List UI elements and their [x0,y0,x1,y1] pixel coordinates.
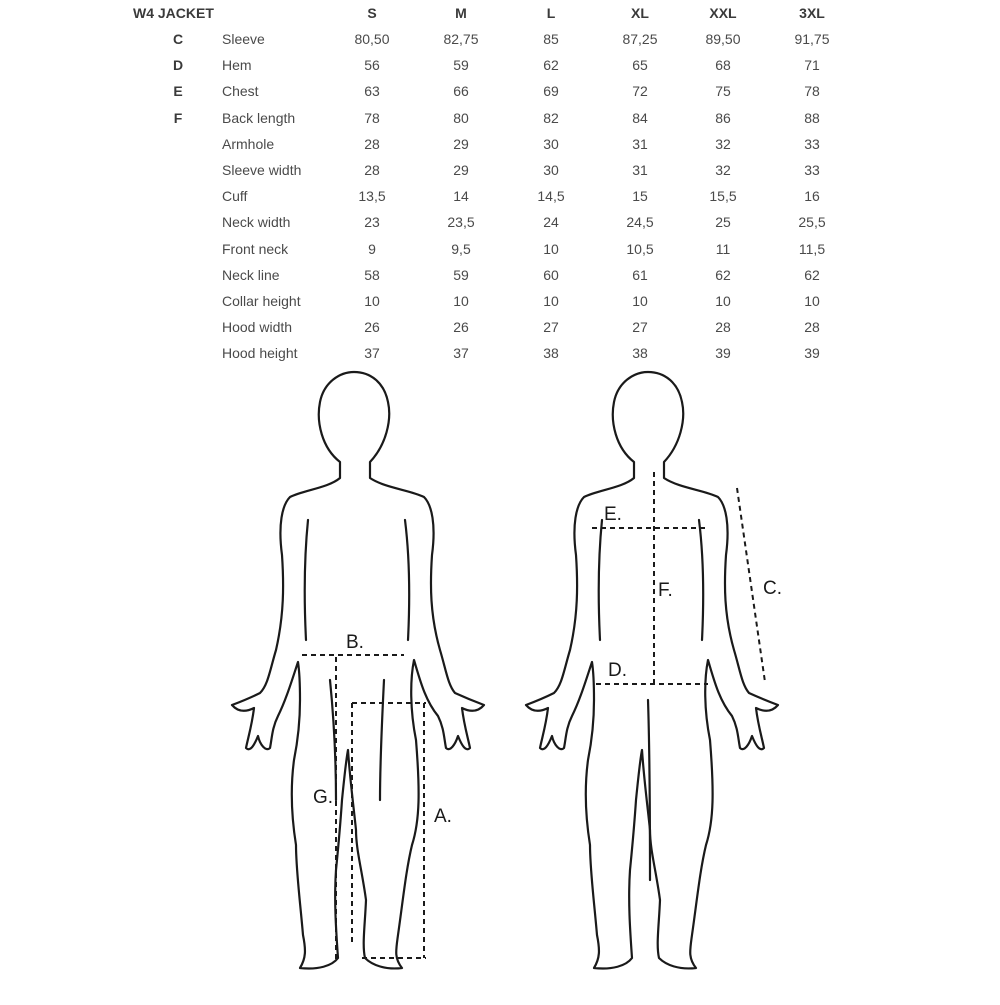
table-cell: 72 [632,83,648,99]
table-cell: 65 [632,57,648,73]
table-cell: 13,5 [358,188,386,204]
product-title: W4 JACKET [133,5,214,21]
row-label: Cuff [222,188,248,204]
label-g: G. [313,787,334,808]
back-figure [526,372,782,969]
table-cell: 23 [364,214,380,230]
table-cell: 38 [543,345,559,361]
table-cell: 59 [453,267,469,283]
table-cell: 26 [453,319,469,335]
table-cell: 27 [543,319,559,335]
row-label: Collar height [222,293,301,309]
table-cell: 39 [715,345,731,361]
table-cell: 82 [543,110,559,126]
table-cell: 84 [632,110,648,126]
table-cell: 31 [632,136,648,152]
table-cell: 56 [364,57,380,73]
table-cell: 24 [543,214,559,230]
table-cell: 87,25 [622,31,658,47]
table-cell: 80,50 [354,31,390,47]
label-d: D. [608,660,627,681]
table-cell: 10 [804,293,820,309]
front-figure [232,372,484,969]
table-cell: 68 [715,57,731,73]
table-cell: 15 [632,188,648,204]
table-cell: 28 [364,162,380,178]
table-cell: 28 [804,319,820,335]
table-cell: 14 [453,188,469,204]
row-code: E [173,83,183,99]
table-cell: 85 [543,31,559,47]
label-f: F. [658,580,673,601]
table-cell: 62 [715,267,731,283]
table-cell: 11,5 [798,241,826,257]
table-cell: 89,50 [705,31,741,47]
table-cell: 9 [368,241,376,257]
table-cell: 28 [715,319,731,335]
label-e: E. [604,504,622,525]
table-cell: 24,5 [626,214,654,230]
row-code: C [172,31,184,47]
label-a: A. [434,806,452,827]
table-cell: 82,75 [443,31,479,47]
table-cell: 11 [715,241,731,257]
table-cell: 10 [543,241,559,257]
body-figures [0,365,1000,1000]
row-label: Hem [222,57,252,73]
table-cell: 69 [543,83,559,99]
table-cell: 10 [715,293,731,309]
row-label: Sleeve width [222,162,302,178]
table-cell: 37 [453,345,469,361]
measurement-diagram [0,365,1000,1000]
row-label: Front neck [222,241,289,257]
row-label: Sleeve [222,31,265,47]
table-cell: 25,5 [798,214,826,230]
row-label: Hood height [222,345,298,361]
table-cell: 66 [453,83,469,99]
row-label: Chest [222,83,259,99]
table-cell: 63 [364,83,380,99]
table-cell: 78 [804,83,820,99]
table-cell: 10 [364,293,380,309]
row-code: D [172,57,184,73]
table-cell: 28 [364,136,380,152]
table-cell: 23,5 [447,214,475,230]
table-cell: 31 [632,162,648,178]
table-cell: 86 [715,110,731,126]
measure-line-c [737,488,765,682]
table-cell: 9,5 [451,241,471,257]
table-cell: 75 [715,83,731,99]
table-cell: 16 [804,188,820,204]
table-cell: 71 [804,57,820,73]
table-cell: 62 [543,57,559,73]
table-cell: 61 [632,267,648,283]
table-cell: 62 [804,267,820,283]
size-table: W4 JACKET S M L XL XXL 3XL C Sleeve 80,50 82,75 85 87,25 89,50 91,75 D Hem 56 59 62 65 68 71 E Chest 63 66 69 72 75 78 F Back length 78 80 82 84 86 88 Armhole 28 29 30 31 32 33 Sleeve width 28 29 30 31 32 33 Cuff 13,5 14 14,5 15 15,5 16 Neck width 23 23,5 24 24,5 25 25,5 Front neck 9 9,5 10 10,5 11 11,5 Neck line 58 59 60 61 62 62 Collar height 10 10 10 10 10 10 Hood width 26 26 27 27 28 28 Hood height 37 37 38 38 39 39 [0,0,1000,370]
table-cell: 33 [804,136,820,152]
table-cell: 29 [453,136,469,152]
row-label: Back length [222,110,296,126]
table-cell: 30 [543,162,559,178]
table-cell: 29 [453,162,469,178]
label-b: B. [346,632,364,653]
table-cell: 80 [453,110,469,126]
row-label: Neck line [222,267,280,283]
table-cell: 32 [715,162,731,178]
table-cell: 25 [715,214,731,230]
table-cell: 10 [453,293,469,309]
table-cell: 32 [715,136,731,152]
row-label: Armhole [222,136,275,152]
table-cell: 26 [364,319,380,335]
table-cell: 14,5 [537,188,565,204]
label-c: C. [763,578,782,599]
row-label: Neck width [222,214,291,230]
row-label: Hood width [222,319,293,335]
table-cell: 38 [632,345,648,361]
table-cell: 10 [632,293,648,309]
table-cell: 59 [453,57,469,73]
table-cell: 33 [804,162,820,178]
table-cell: 10,5 [626,241,654,257]
table-cell: 39 [804,345,820,361]
table-cell: 78 [364,110,380,126]
table-cell: 60 [543,267,559,283]
table-cell: 88 [804,110,820,126]
table-cell: 37 [364,345,380,361]
row-code: F [173,110,183,126]
table-cell: 58 [364,267,380,283]
table-cell: 10 [543,293,559,309]
table-cell: 15,5 [709,188,737,204]
table-cell: 91,75 [794,31,830,47]
table-cell: 30 [543,136,559,152]
table-cell: 27 [632,319,648,335]
